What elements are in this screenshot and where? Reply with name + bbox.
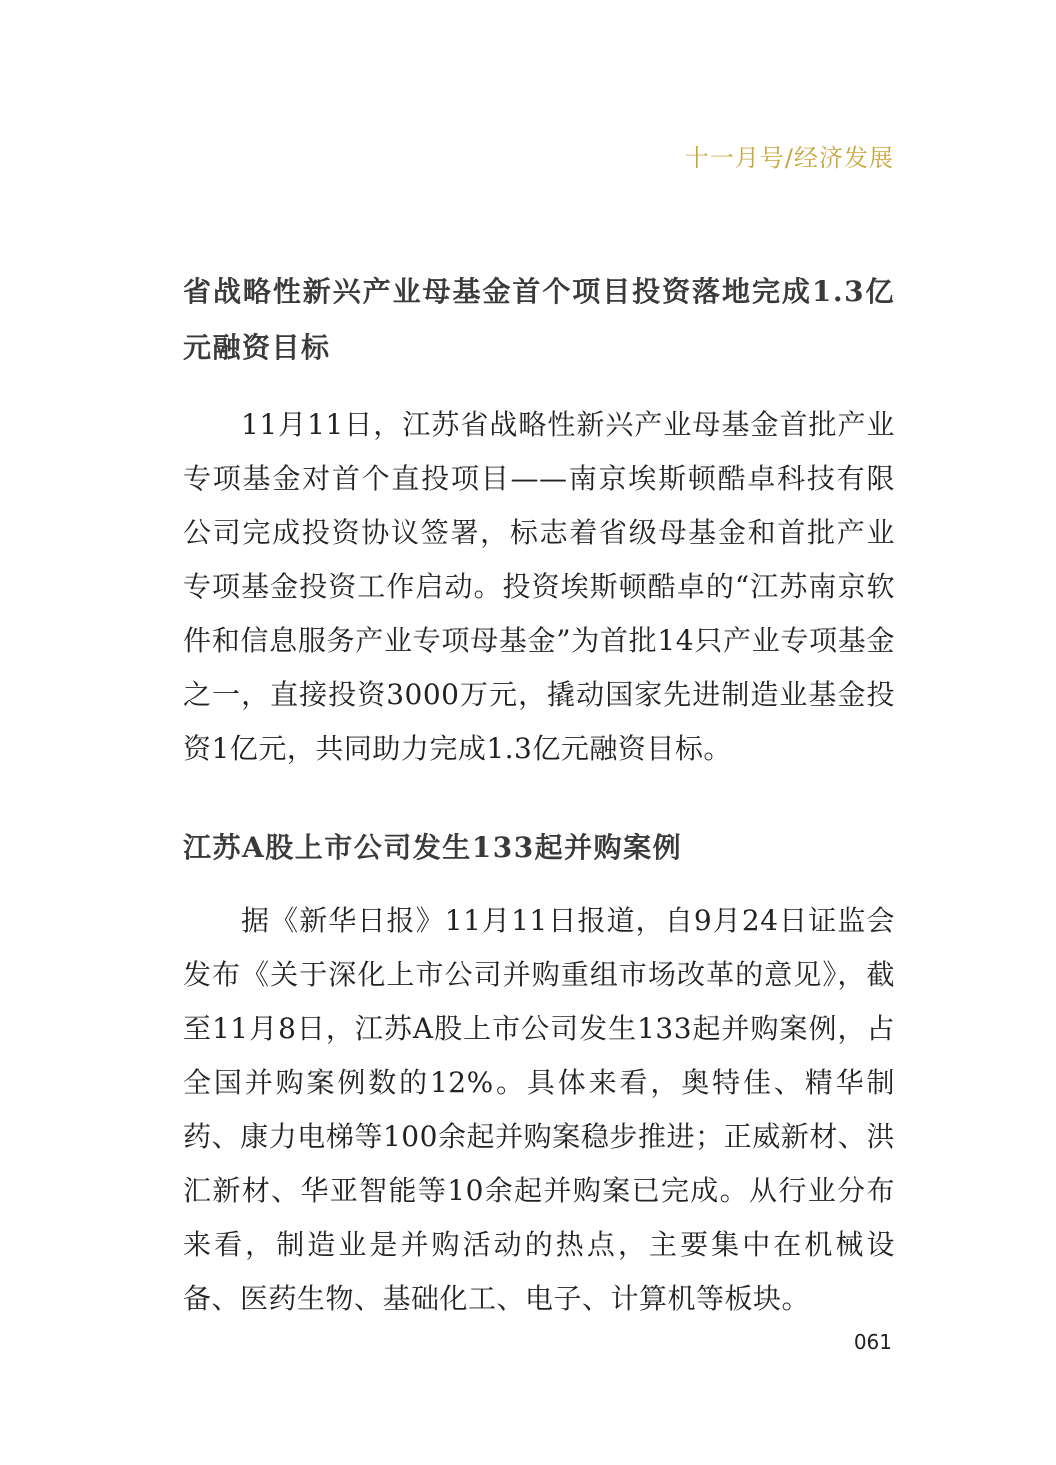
article-body: 据《新华日报》11月11日报道，自9月24日证监会发布《关于深化上市公司并购重组市场改革的意见》，截至11月8日，江苏A股上市公司发生133起并购案例，占全国并购案例数的12%。具体来看，奥特佳、精华制药、康力电梯等100余起并购案稳步推进；正威新材、洪汇新材、华亚智能等10余起并购案已完成。从行业分布来看，制造业是并购活动的热点，主要集中在机械设备、医药生物、基础化工、电子、计算机等板块。 <box>183 904 895 1315</box>
running-header: 十一月号/经济发展 <box>684 144 894 172</box>
page-number: 061 <box>853 1330 892 1354</box>
article-title: 江苏A股上市公司发生133起并购案例 <box>183 831 683 864</box>
article-content <box>183 264 895 1326</box>
article-body: 11月11日，江苏省战略性新兴产业母基金首批产业专项基金对首个直投项目——南京埃斯顿酷卓科技有限公司完成投资协议签署，标志着省级母基金和首批产业专项基金投资工作启动。投资埃斯顿酷卓的“江苏南京软件和信息服务产业专项母基金”为首批14只产业专项基金之一，直接投资3000万元，撬动国家先进制造业基金投资1亿元，共同助力完成1.3亿元融资目标。 <box>183 408 895 765</box>
article-title: 省战略性新兴产业母基金首个项目投资落地完成1.3亿元融资目标 <box>183 275 895 364</box>
